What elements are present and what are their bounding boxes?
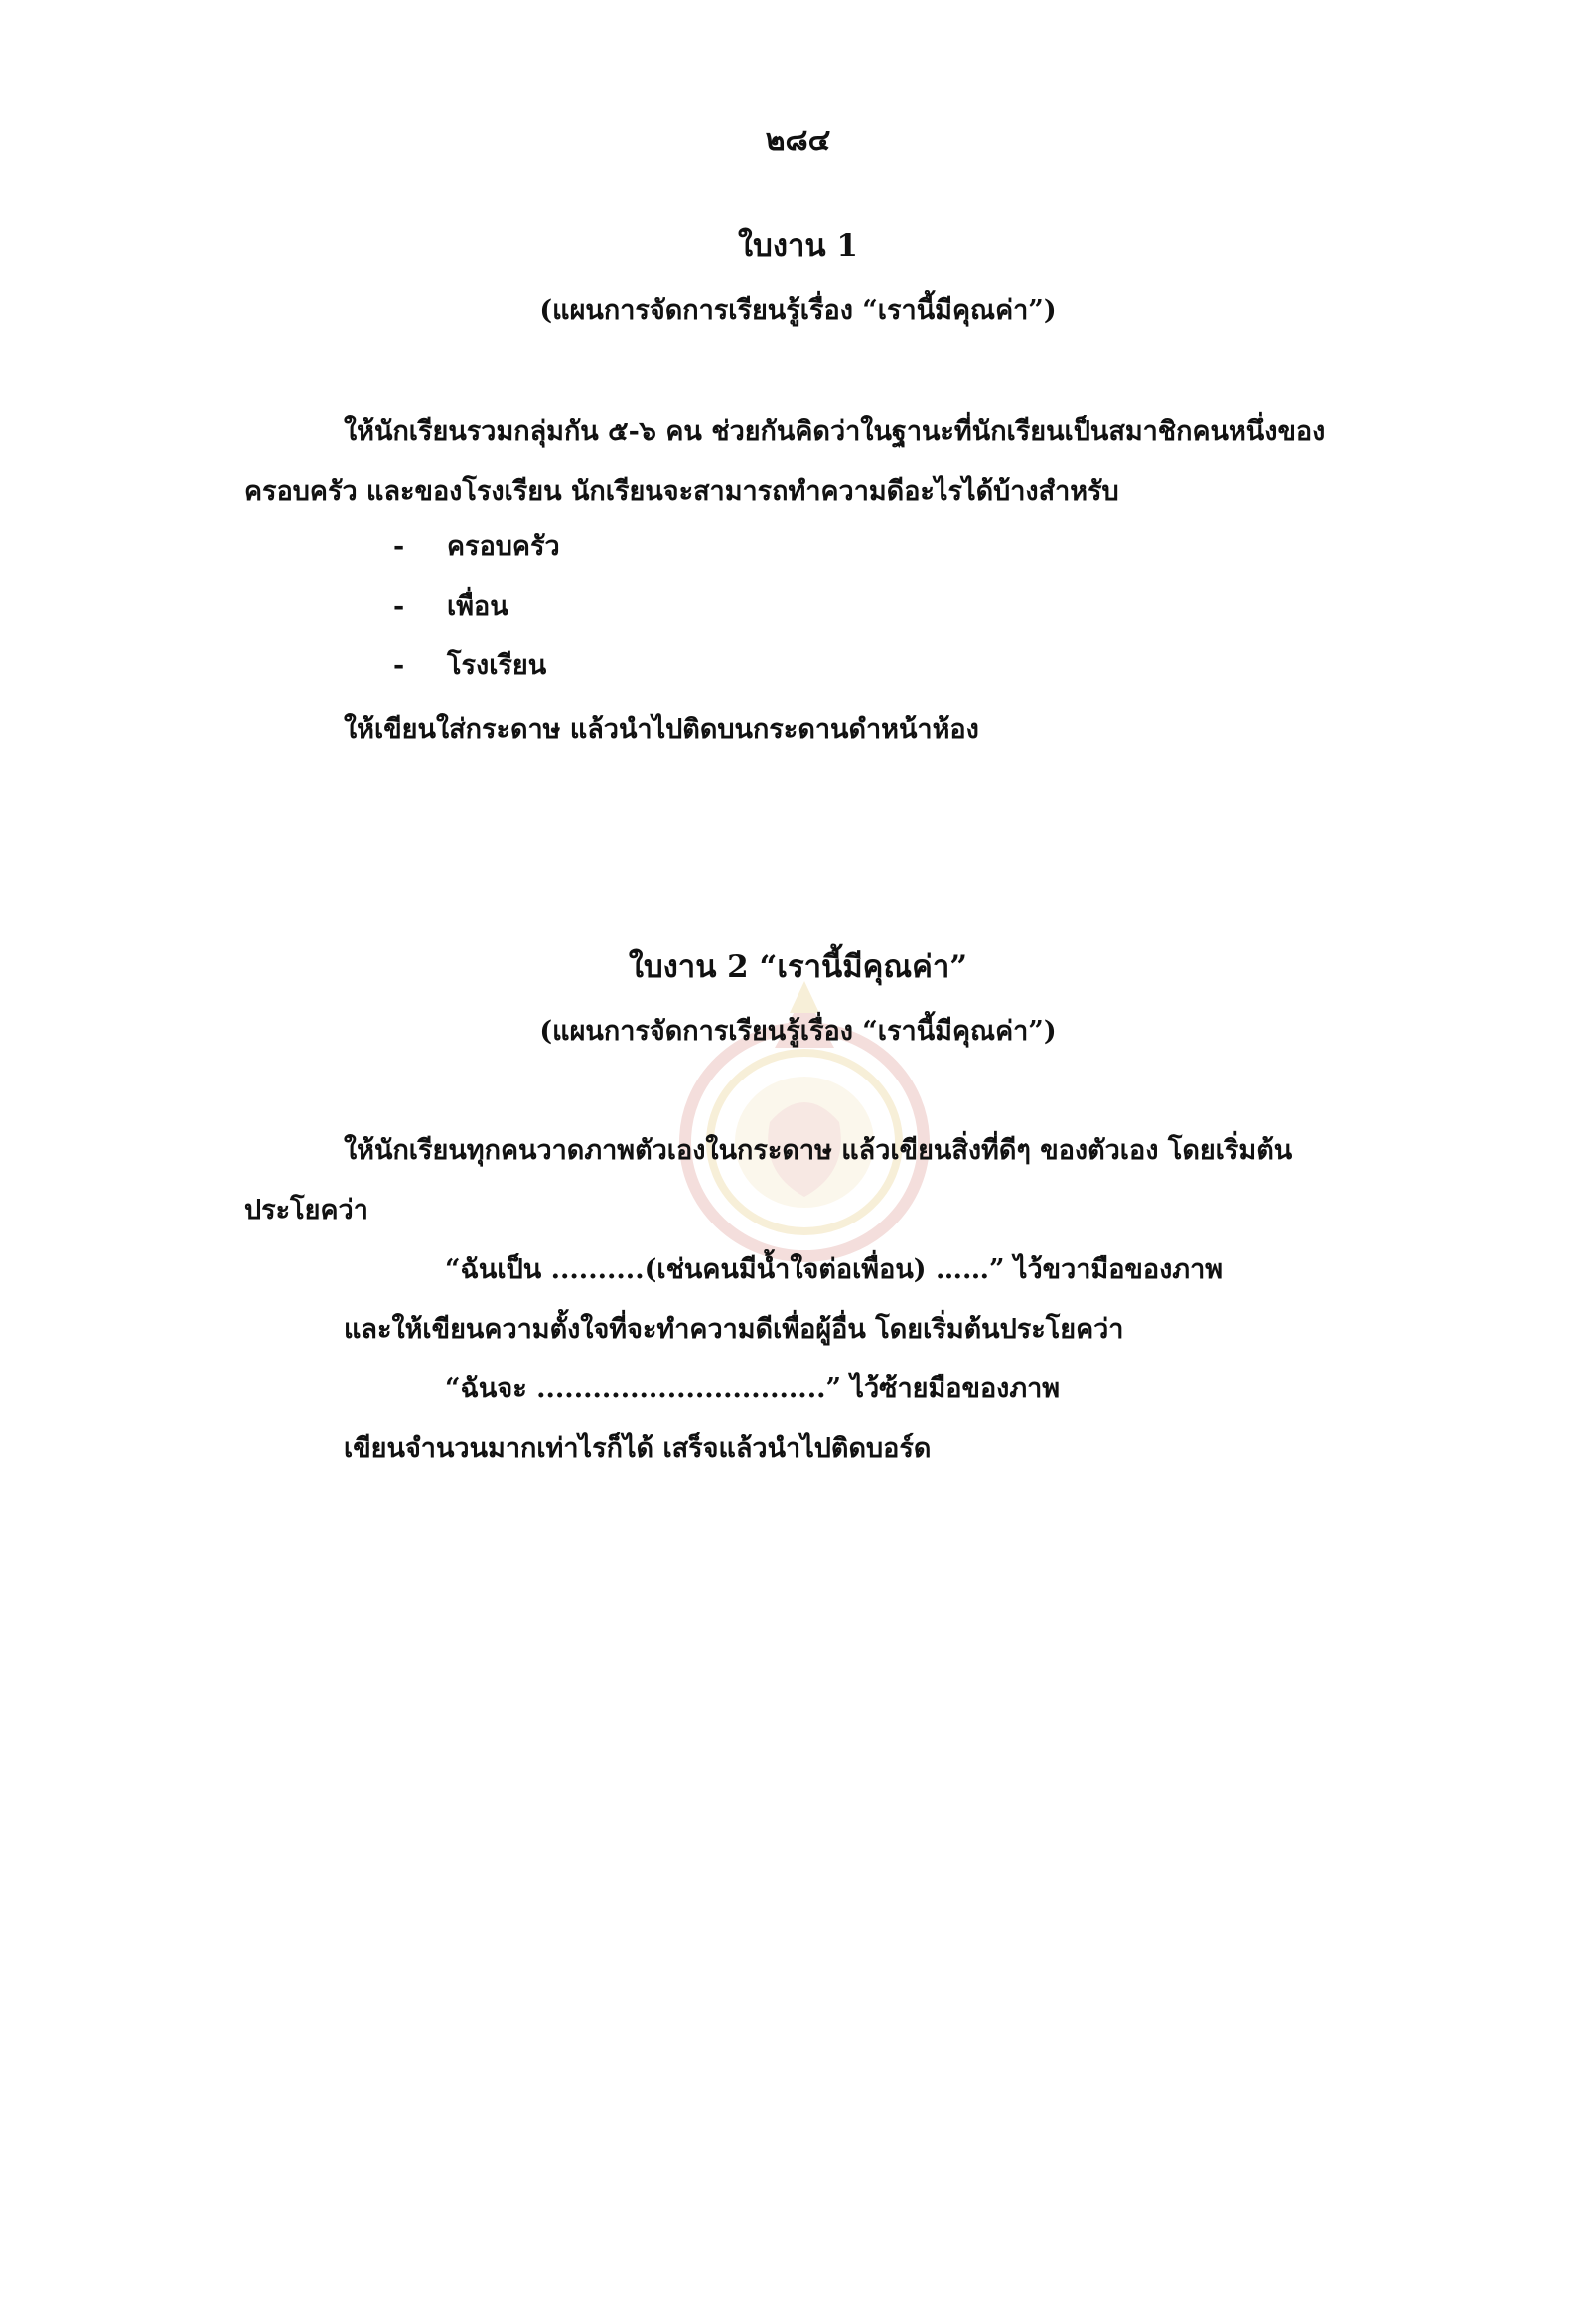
worksheet-2-instruction-line-3: และให้เขียนความตั้งใจที่จะทำความดีเพื่อผู้อื่น โดยเริ่มต้นประโยคว่า <box>344 1314 1124 1345</box>
bullet-dash: - <box>393 591 405 622</box>
list-item-label: โรงเรียน <box>447 650 547 681</box>
worksheet-2-title: ใบงาน 2 “เรานี้มีคุณค่า” <box>628 949 968 985</box>
list-item-label: ครอบครัว <box>447 531 560 562</box>
bullet-dash: - <box>393 531 405 562</box>
worksheet-1-closing: ให้เขียนใส่กระดาษ แล้วนำไปติดบนกระดานดำหน้าห้อง <box>344 714 979 745</box>
list-item <box>393 584 508 627</box>
worksheet-1-subtitle: (แผนการจัดการเรียนรู้เรื่อง “เรานี้มีคุณค่า”) <box>539 295 1057 326</box>
worksheet-1-title: ใบงาน 1 <box>738 228 858 264</box>
worksheet-2-closing: เขียนจำนวนมากเท่าไรก็ได้ เสร็จแล้วนำไปติดบอร์ด <box>344 1433 932 1464</box>
page-number: ๒๘๔ <box>765 123 831 158</box>
worksheet-2-instruction-line-2: ประโยคว่า <box>244 1195 368 1225</box>
bullet-dash: - <box>393 650 405 681</box>
worksheet-2-sentence-2: “ฉันจะ ...............................” ไว้ซ้ายมือของภาพ <box>445 1373 1061 1404</box>
worksheet-2-subtitle: (แผนการจัดการเรียนรู้เรื่อง “เรานี้มีคุณค่า”) <box>539 1016 1057 1047</box>
worksheet-2-instruction-line-1: ให้นักเรียนทุกคนวาดภาพตัวเองในกระดาษ แล้วเขียนสิ่งที่ดีๆ ของตัวเอง โดยเริ่มต้น <box>344 1135 1293 1166</box>
list-item <box>393 524 560 567</box>
worksheet-1-instruction-line-2: ครอบครัว และของโรงเรียน นักเรียนจะสามารถทำความดีอะไรได้บ้างสำหรับ <box>244 476 1119 506</box>
worksheet-2-sentence-1: “ฉันเป็น ..........(เช่นคนมีน้ำใจต่อเพื่อน) ……” ไว้ขวามือของภาพ <box>445 1254 1224 1285</box>
list-item-label: เพื่อน <box>447 591 508 622</box>
list-item <box>393 644 546 686</box>
worksheet-1-instruction-line-1: ให้นักเรียนรวมกลุ่มกัน ๕-๖ คน ช่วยกันคิดว่าในฐานะที่นักเรียนเป็นสมาชิกคนหนึ่งของ <box>344 416 1326 447</box>
